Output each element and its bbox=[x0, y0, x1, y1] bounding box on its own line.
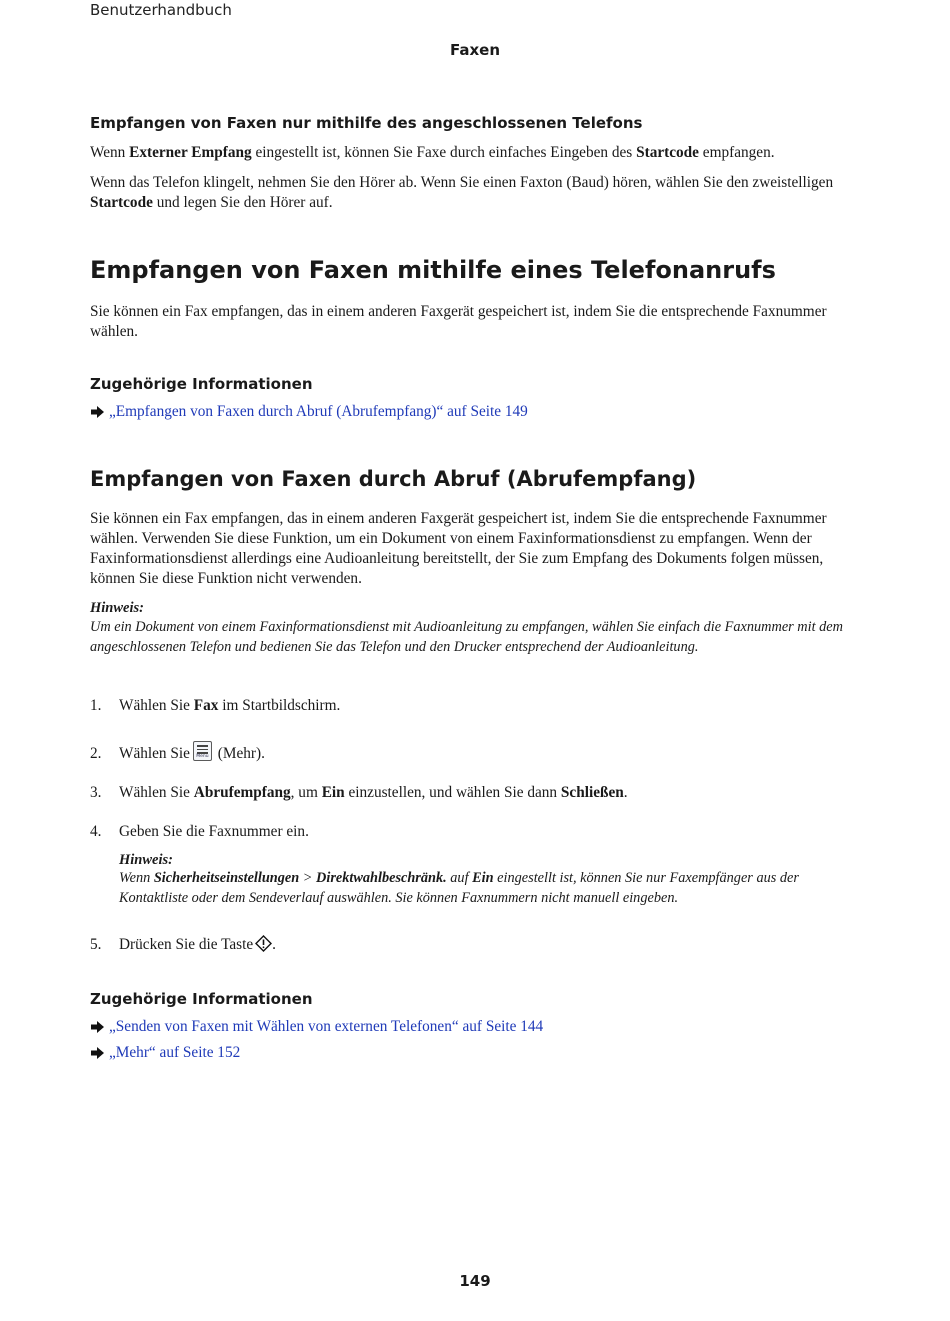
note-text: Wenn Sicherheitseinstellungen > Direktwahlbeschränk. auf Ein eingestellt ist, können Sie nur Faxempfänger aus der Kontaktliste oder dem Sendeverlauf auswählen. Sie können Faxnummern nicht manuell eingeben. bbox=[119, 870, 799, 906]
section-phone-paragraph-2: Wenn das Telefon klingelt, nehmen Sie den Hörer ab. Wenn Sie einen Faxton (Baud) hören, wählen Sie den zweistelligen Startcode und legen Sie den Hörer auf. bbox=[90, 174, 834, 211]
step-2: 2. Wählen Sie Menu (Mehr). bbox=[90, 741, 865, 764]
note-title: Hinweis: bbox=[90, 600, 144, 616]
arrow-right-icon bbox=[90, 405, 105, 419]
section-poll-related-title: Zugehörige Informationen bbox=[90, 990, 313, 1008]
page-number: 149 bbox=[459, 1272, 491, 1290]
menu-icon: Menu bbox=[193, 741, 212, 761]
step-1: 1. Wählen Sie Fax im Startbildschirm. bbox=[90, 697, 341, 714]
section-phone-paragraph-1: Wenn Externer Empfang eingestellt ist, können Sie Faxe durch einfaches Eingeben des Startcode empfangen. bbox=[90, 144, 775, 161]
related-link-row[interactable] bbox=[90, 1017, 543, 1037]
note-title: Hinweis: bbox=[119, 852, 173, 868]
related-link-row[interactable] bbox=[90, 402, 528, 422]
arrow-right-icon bbox=[90, 1046, 105, 1060]
section-call-related-title: Zugehörige Informationen bbox=[90, 375, 313, 393]
step-5: 5. Drücken Sie die Taste . bbox=[90, 936, 276, 953]
section-phone-title: Empfangen von Faxen nur mithilfe des angeschlossenen Telefons bbox=[90, 114, 643, 132]
related-link-row[interactable] bbox=[90, 1043, 240, 1063]
note-text: Um ein Dokument von einem Faxinformationsdienst mit Audioanleitung zu empfangen, wählen Sie einfach die Faxnummer mit dem angeschlossenen Telefon und bedienen Sie das Telefon und den Drucker entsprechend der Audioanleitung. bbox=[90, 619, 843, 655]
step-3: 3. Wählen Sie Abrufempfang, um Ein einzustellen, und wählen Sie dann Schließen. bbox=[90, 784, 628, 801]
link-abrufempfang[interactable]: „Empfangen von Faxen durch Abruf (Abrufempfang)“ auf Seite 149 bbox=[109, 403, 528, 420]
running-title: Benutzerhandbuch bbox=[90, 1, 232, 19]
chapter-title: Faxen bbox=[449, 41, 501, 59]
note-block bbox=[90, 598, 865, 657]
section-call-heading: Empfangen von Faxen mithilfe eines Telefonanrufs bbox=[90, 256, 776, 284]
step-4-note bbox=[119, 852, 865, 908]
section-call-paragraph: Sie können ein Fax empfangen, das in einem anderen Faxgerät gespeichert ist, indem Sie die entsprechende Faxnummer wählen. bbox=[90, 303, 827, 340]
start-button-icon bbox=[255, 935, 272, 952]
arrow-right-icon bbox=[90, 1020, 105, 1034]
section-poll-heading: Empfangen von Faxen durch Abruf (Abrufempfang) bbox=[90, 467, 697, 491]
section-poll-paragraph: Sie können ein Fax empfangen, das in einem anderen Faxgerät gespeichert ist, indem Sie die entsprechende Faxnummer wählen. Verwenden Sie diese Funktion, um ein Dokument von einem Faxinformationsdienst zu empfangen. Wenn der Faxinformationsdienst allerdings eine Audioanleitung bereitstellt, der Sie zum Empfang des Dokuments folgen müssen, können Sie diese Funktion nicht verwenden. bbox=[90, 510, 827, 587]
link-senden-externe-telefone[interactable]: „Senden von Faxen mit Wählen von externen Telefonen“ auf Seite 144 bbox=[109, 1018, 544, 1035]
step-4: 4. Geben Sie die Faxnummer ein. bbox=[90, 823, 309, 840]
link-mehr[interactable]: „Mehr“ auf Seite 152 bbox=[109, 1044, 241, 1061]
